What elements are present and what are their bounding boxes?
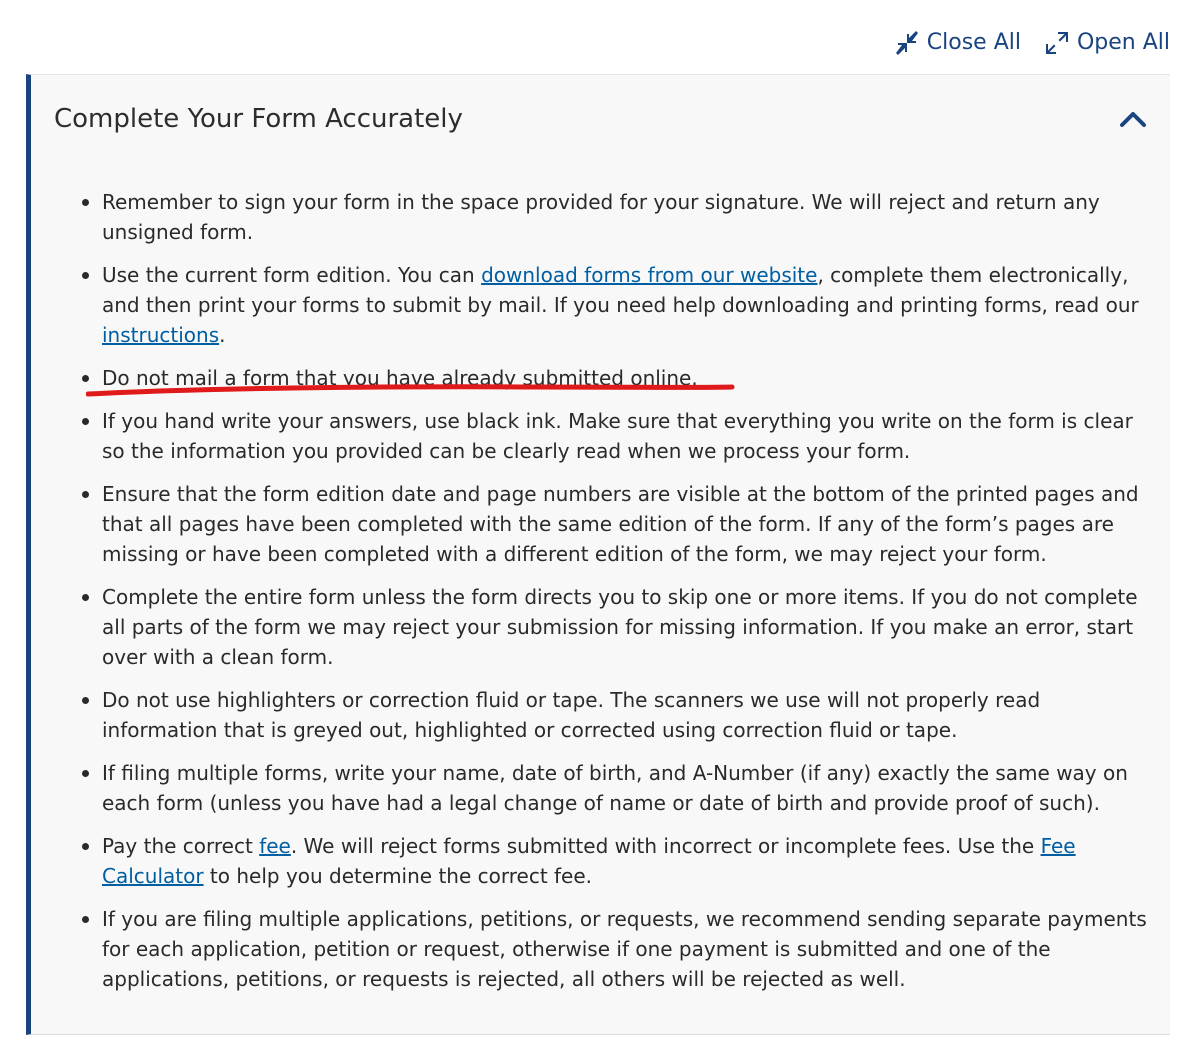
list-item: Do not use highlighters or correction fluid or tape. The scanners we use will not properly read information that is greyed out, highlighted or corrected using correction fluid or tape. (82, 685, 1150, 745)
list-item: If you hand write your answers, use black ink. Make sure that everything you write on the form is clear so the information you provided can be clearly read when we process your form. (82, 406, 1150, 466)
list-item: Do not mail a form that you have already submitted online. (82, 363, 1150, 393)
list-item: Ensure that the form edition date and page numbers are visible at the bottom of the printed pages and that all pages have been completed with the same edition of the form. If any of the form’s pages are missing or have been completed with a different edition of the form, we may reject your form. (82, 479, 1150, 569)
list-item: Complete the entire form unless the form directs you to skip one or more items. If you do not complete all parts of the form we may reject your submission for missing information. If you make an error, start over with a clean form. (82, 582, 1150, 672)
list-item: Pay the correct fee. We will reject forms submitted with incorrect or incomplete fees. Use the Fee Calculator to help you determine the correct fee. (82, 831, 1150, 891)
chevron-up-icon[interactable] (1118, 104, 1148, 134)
accordion-title: Complete Your Form Accurately (54, 104, 463, 134)
close-all-button[interactable] (895, 30, 1021, 55)
accordion-controls (895, 30, 1170, 55)
list-item: If filing multiple forms, write your name, date of birth, and A-Number (if any) exactly the same way on each form (unless you have had a legal change of name or date of birth and provide proof of such). (82, 758, 1150, 818)
instructions-link[interactable]: instructions (102, 323, 220, 347)
expand-icon (1045, 31, 1069, 55)
accordion-header[interactable] (31, 75, 1170, 163)
accordion-panel (26, 74, 1170, 1035)
accordion-content-list (31, 163, 1170, 994)
compress-icon (895, 31, 919, 55)
fee-calculator-link[interactable]: Fee Calculator (102, 834, 1076, 888)
list-item: Use the current form edition. You can download forms from our website, complete them electronically, and then print your forms to submit by mail. If you need help downloading and printing forms, read our instructions. (82, 260, 1150, 350)
fee-link[interactable]: fee (259, 834, 291, 858)
download-forms-link[interactable]: download forms from our website (481, 263, 818, 287)
open-all-button[interactable] (1045, 30, 1170, 55)
list-item: If you are filing multiple applications, petitions, or requests, we recommend sending separate payments for each application, petition or request, otherwise if one payment is submitted and one of the applications, petitions, or requests is rejected, all others will be rejected as well. (82, 904, 1150, 994)
open-all-label: Open All (1076, 30, 1170, 55)
list-item: Remember to sign your form in the space provided for your signature. We will reject and return any unsigned form. (82, 187, 1150, 247)
close-all-label: Close All (926, 30, 1021, 55)
